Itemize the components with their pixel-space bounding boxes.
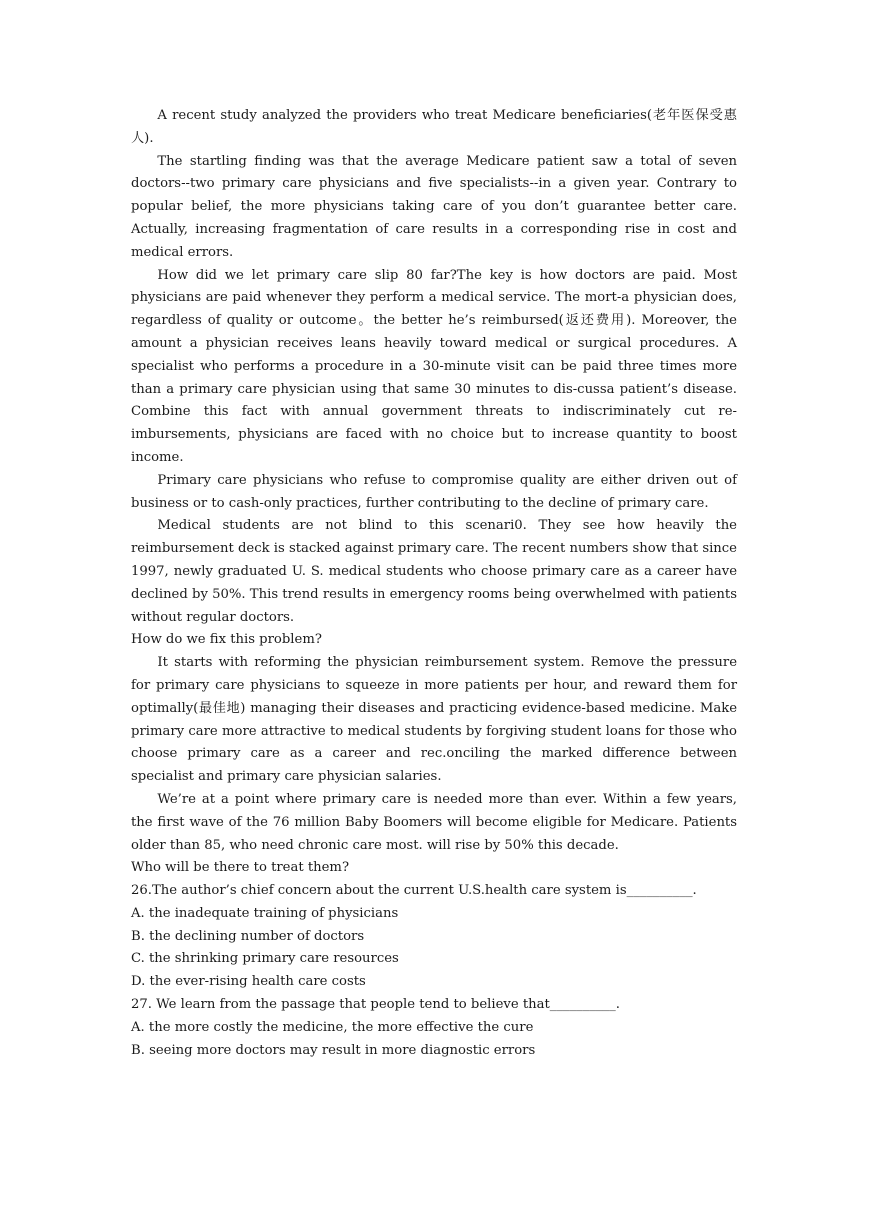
question-26-stem: 26.The author’s chief concern about the current U.S.health care system is__________.	[131, 883, 697, 899]
passage-paragraph-2: The startling finding was that the average Medicare patient saw a total of seven doctors--two primary care physicians and five specialists--in a given year. Contrary to popular belief, the more physicians taking care of you don’t guarantee better care. Actually, increasing fragmentation of care results in a corresponding rise in cost and medical errors.	[131, 153, 737, 260]
passage-paragraph-7: We’re at a point where primary care is needed more than ever. Within a few years, the first wave of the 76 million Baby Boomers will become eligible for Medicare. Patients older than 85, who need chronic care most. will rise by 50% this decade.	[131, 791, 737, 853]
question-27-option-a: A. the more costly the medicine, the more effective the cure	[131, 1019, 534, 1035]
question-27-stem: 27. We learn from the passage that people tend to believe that__________.	[131, 997, 620, 1013]
passage-paragraph-6: It starts with reforming the physician reimbursement system. Remove the pressure for primary care physicians to squeeze in more patients per hour, and reward them for optimally(最佳地) managing their diseases and practicing evidence-based medicine. Make primary care more attractive to medical students by forgiving student loans for those who choose primary care as a career and rec.onciling the marked difference between specialist and primary care physician salaries.	[131, 655, 737, 785]
question-27-option-b: B. seeing more doctors may result in more diagnostic errors	[131, 1042, 536, 1058]
question-26-option-d: D. the ever-rising health care costs	[131, 974, 366, 990]
passage-paragraph-5: Medical students are not blind to this scenari0. They see how heavily the reimbursement deck is stacked against primary care. The recent numbers show that since 1997, newly graduated U. S. medical students who choose primary care as a career have declined by 50%. This trend results in emergency rooms being overwhelmed with patients without regular doctors.	[131, 518, 737, 625]
document-page	[131, 105, 737, 1062]
question-26-option-c: C. the shrinking primary care resources	[131, 951, 399, 967]
passage-paragraph-4: Primary care physicians who refuse to compromise quality are either driven out of business or to cash-only practices, further contributing to the decline of primary care.	[131, 472, 737, 511]
passage-paragraph-1: A recent study analyzed the providers who treat Medicare beneficiaries(老年医保受惠人).	[131, 108, 737, 146]
question-26-option-b: B. the declining number of doctors	[131, 928, 365, 944]
question-26-option-a: A. the inadequate training of physicians	[131, 905, 399, 921]
passage-paragraph-3: How did we let primary care slip 80 far?The key is how doctors are paid. Most physicians are paid whenever they perform a medical service. The mort-a physician does, regardless of quality or outcome。the better he’s reimbursed(返还费用). Moreover, the amount a physician receives leans heavily toward medical or surgical procedures. A specialist who performs a procedure in a 30-minute visit can be paid three times more than a primary care physician using that same 30 minutes to dis-cussa patient’s disease. Combine this fact with annual government threats to indiscriminately cut re-imbursements, physicians are faced with no choice but to increase quantity to boost income.	[131, 267, 737, 465]
passage-rhetorical-question-2: Who will be there to treat them?	[131, 860, 350, 876]
passage-rhetorical-question-1: How do we fix this problem?	[131, 632, 322, 648]
